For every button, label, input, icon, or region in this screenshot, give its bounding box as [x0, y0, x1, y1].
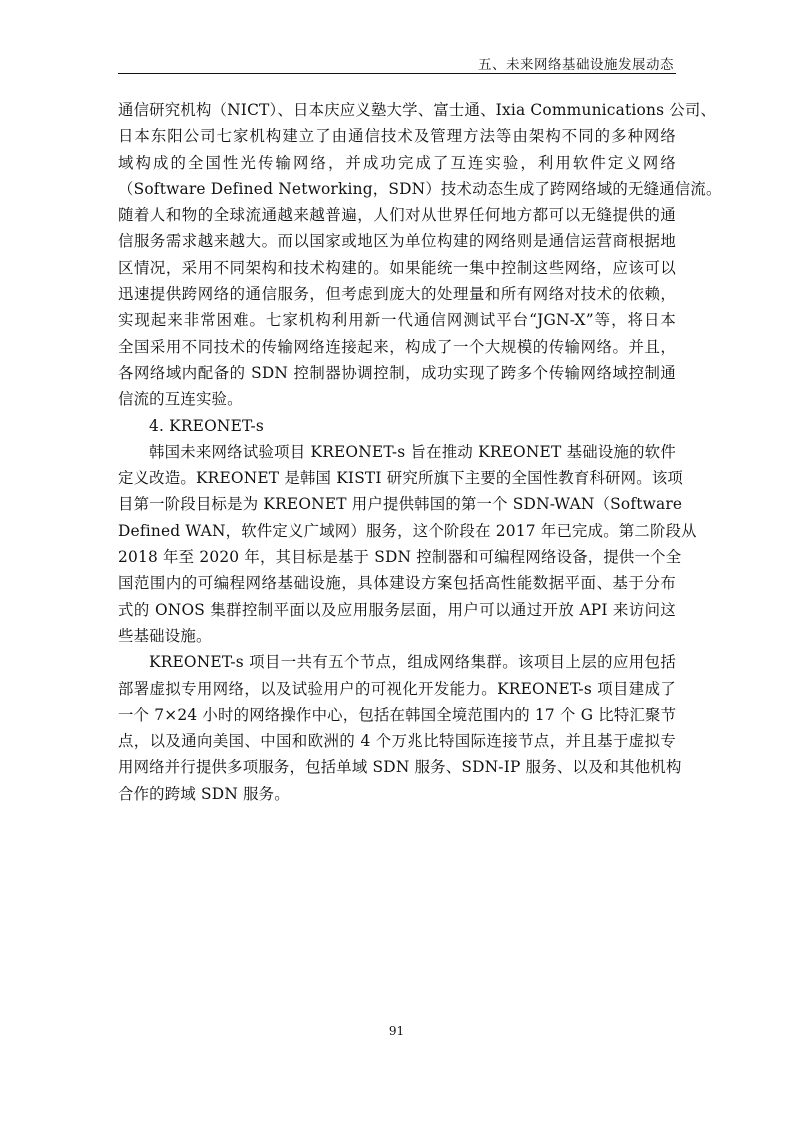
text-line: 通信研究机构（NICT）、日本庆应义塾大学、富士通、Ixia Communications 公司、: [118, 101, 717, 119]
text-line: 信服务需求越来越大。而以国家或地区为单位构建的网络则是通信运营商根据地: [118, 232, 676, 251]
text-line: 域构成的全国性光传输网络，并成功完成了互连实验，利用软件定义网络: [118, 153, 676, 172]
text-line: 国范围内的可编程网络基础设施，具体建设方案包括高性能数据平面、基于分布: [118, 574, 676, 593]
paragraph-kreonet-intro: [118, 439, 697, 649]
text-line: Defined WAN，软件定义广域网）服务，这个阶段在 2017 年已完成。第二阶段从: [118, 521, 697, 540]
paragraph-nict-sdn: [118, 97, 722, 413]
text-line: 2018 年至 2020 年，其目标是基于 SDN 控制器和可编程网络设备，提供一个全: [118, 548, 682, 567]
text-line: 迅速提供跨网络的通信服务，但考虑到庞大的处理量和所有网络对技术的依赖，: [118, 285, 676, 304]
text-line: 各网络域内配备的 SDN 控制器协调控制，成功实现了跨多个传输网络域控制通: [118, 363, 676, 382]
text-line: 点，以及通向美国、中国和欧洲的 4 个万兆比特国际连接节点，并且基于虚拟专: [118, 732, 676, 751]
text-line: 部署虚拟专用网络，以及试验用户的可视化开发能力。KREONET-s 项目建成了: [118, 679, 676, 698]
running-title: 五、未来网络基础设施发展动态: [478, 57, 674, 73]
page-header: [118, 50, 676, 74]
text-line: 实现起来非常困难。七家机构利用新一代通信网测试平台“JGN-X”等，将日本: [118, 311, 676, 330]
text-line: 一个 7×24 小时的网络操作中心，包括在韩国全境范围内的 17 个 G 比特汇聚节: [118, 705, 677, 724]
text-line: 用网络并行提供多项服务，包括单域 SDN 服务、SDN-IP 服务、以及和其他机构: [118, 758, 682, 777]
text-line: 全国采用不同技术的传输网络连接起来，构成了一个大规模的传输网络。并且，: [118, 337, 676, 356]
text-line: 合作的跨域 SDN 服务。: [118, 784, 290, 803]
text-line: 定义改造。KREONET 是韩国 KISTI 研究所旗下主要的全国性教育科研网。该项: [118, 469, 683, 488]
text-line: 韩国未来网络试验项目 KREONET-s 旨在推动 KREONET 基础设施的软件: [149, 442, 676, 461]
text-line: 信流的互连实验。: [118, 390, 243, 409]
page-number: 91: [388, 1024, 405, 1038]
text-line: 日本东阳公司七家机构建立了由通信技术及管理方法等由架构不同的多种网络: [118, 127, 676, 146]
text-line: 式的 ONOS 集群控制平面以及应用服务层面，用户可以通过开放 API 来访问这: [118, 600, 676, 619]
text-line: 随着人和物的全球流通越来越普遍，人们对从世界任何地方都可以无缝提供的通: [118, 206, 676, 225]
paragraph-kreonet-nodes: [118, 649, 682, 807]
text-line: （Software Defined Networking，SDN）技术动态生成了跨网络域的无缝通信流。: [118, 179, 722, 198]
text-line: 目第一阶段目标是为 KREONET 用户提供韩国的第一个 SDN-WAN（Software: [118, 495, 683, 514]
body-text: [118, 97, 722, 807]
text-line: 些基础设施。: [118, 626, 212, 645]
section-heading-kreonet-s: 4. KREONET-s: [149, 416, 264, 435]
text-line: 区情况，采用不同架构和技术构建的。如果能统一集中控制这些网络，应该可以: [118, 258, 676, 277]
text-line: KREONET-s 项目一共有五个节点，组成网络集群。该项目上层的应用包括: [149, 653, 676, 672]
